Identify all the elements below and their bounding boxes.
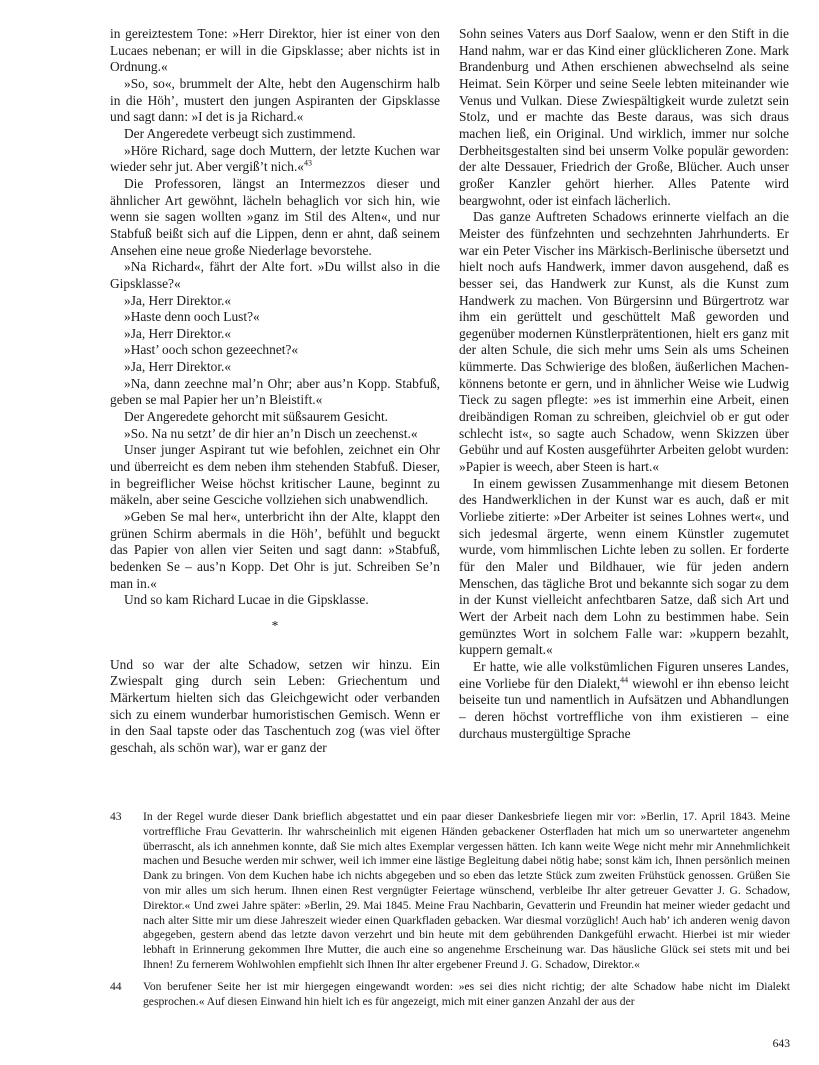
footnote-ref-43[interactable]: 43 [304,158,312,168]
paragraph: »Ja, Herr Direktor.« [124,325,232,341]
paragraph: Und so war der alte Schadow, setzen wir hinzu. Ein Zwiespalt ging durch sein Leben: Griechentum und Märkertum hielten sich das Gleichgewicht oder verbanden sich zu einem wunderbar humoristischen Gemisch. Wenn er in den Saal tapste oder das Taschentuch zog (was viel öfter geschah, als schön war), war er ganz der [110,656,440,755]
paragraph [110,143,440,176]
footnote-text: Von berufener Seite her ist mir hiergegen eingewandt worden: »es sei dies nicht richtig; der alte Schadow habe nicht im Dialekt gesprochen.« Auf diesen Einwand hin hielt ich es für angezeigt, mich mit einer ganzen Anzahl der aus der [143,979,790,1008]
paragraph: »So. Na nu setzt’ de dir hier an’n Disch un zeechenst.« [124,425,418,441]
paragraph: »Na Richard«, fährt der Alte fort. »Du willst also in die Gipsklasse?« [110,259,440,291]
right-column [459,26,789,742]
section-separator: * [271,617,279,633]
paragraph: »So, so«, brummelt der Alte, hebt den Augenschirm halb in die Höh’, mustert den jungen Aspiranten der Gipsklasse und sagt dann: »I det is ja Richard.« [110,75,440,125]
paragraph: »Ja, Herr Direktor.« [124,292,232,308]
footnote-number: 44 [110,979,122,993]
footnote-text: In der Regel wurde dieser Dank brieflich abgestattet und ein paar dieser Dankesbriefe liegen mir vor: »Berlin, 17. April 1843. Meine vortreffliche Frau Gevatterin. Ihr wahrscheinlich mit eigenen Händen gebackener Osterfladen hat mich um so unerwarteter angenehm überrascht, als ich annehmen konnte, daß Sie mich altes Exemplar vergessen hätten. Ich kann weite Wege nicht mehr mir Annehmlichkeit machen und Besuche werden mir schwer, weil ich immer eine lästige Begleitung dabei nötig habe; sonst käm ich, Ihnen persönlich meinen Dank zu bringen. Von dem Kuchen habe ich nichts abgegeben und so eben das letzte Stück zum zweiten Frühstück genossen. Grüßen Sie von mir alles um sich herum. Ihnen einen Rest vergnügter Feiertage wünschend, verbleibe Ihr alter getreuer Gevatter J. G. Schadow, Direktor.« Und zwei Jahre später: »Berlin, 29. Mai 1845. Meine Frau Nachbarin, Gevatterin und Freundin hat meiner wieder gedacht und nach alter Sitte mir um diese Jahreszeit wieder einen Quarkfladen gebacken. War diesmal vorzüglich! Auch hab’ ich anderen wenig davon abgegeben, gestern abend das letzte davon verzehrt und bin heute mit dem gebührenden Dankgefühl erwacht. Hierbei ist mir wieder lebhaft in Erinnerung gekommen Ihre Mutter, die auch eine so angenehme Erscheinung war. Das häusliche Glück sei stets mit und bei Ihnen! Zu fernerem Wohlwohlen empfiehlt sich Ihnen Ihr alter ergebener Freund J. G. Schadow, Direktor.« [143,810,790,971]
paragraph: »Ja, Herr Direktor.« [124,359,232,375]
footnote [110,980,790,1010]
footnote-number: 43 [110,810,122,823]
footnote-ref-44[interactable]: 44 [620,675,629,685]
paragraph: Der Angeredete gehorcht mit süßsaurem Gesicht. [124,409,389,425]
paragraph: Und so kam Richard Lucae in die Gipsklasse. [124,592,369,608]
footnotes [110,810,790,1016]
paragraph: Das ganze Auftreten Schadows erinnerte vielfach an die Meister des fünfzehnten und sechzehnten Jahrhunderts. Er war ein Peter Vischer ins Märkisch-Berlinische übersetzt und hielt noch aufs Handwerk, immer davon ausgehend, daß es besser sei, das Handwerk zur Kunst, als die Kunst zum Handwerk zu machen. Von Bürgersinn und Bürgertrotz war ihm ein gerüttelt und geschüttelt Maß geworden und gegenüber modernen Künstlerprätentionen, hielt ers ganz mit der alten Schule, die sich mehr ums Sein als ums Scheinen kümmerte. Das Schwierige des bloßen, äußerlichen Machen-könnens betonte er gern, und in ähnlicher Weise wie Ludwig Tieck zu sagen pflegte: »es ist immerhin eine Arbeit, einen dreibändigen Roman zu schreiben, gleichviel ob er gut oder schlecht ist«, so sagte auch Schadow, wenn Skizzen über Gebühr und auf Kosten ausgeführter Arbeiten gelobt wurden: »Papier is weech, aber Steen is hart.« [459,209,789,475]
paragraph: »Na, dann zeechne mal’n Ohr; aber aus’n Kopp. Stabfuß, geben se mal Papier her un’n Bleistift.« [110,375,440,408]
paragraph: In einem gewissen Zusammenhange mit diesem Betonen des Handwerklichen in der Kunst war es auch, daß er mit Vorliebe zitierte: »Der Arbeiter ist seines Lohnes wert«, und sich jedesmal ärgerte, wenn einem Künstler zugemutet wurde, vom himmlischen Lichte leben zu sollen. Er forderte für den Maler und Bildhauer, wie für jeden andern Menschen, das tägliche Brot und bekannte sich sogar zu dem in der Kunst vielleicht anfechtbaren Satze, daß sich Art und Wert der Arbeit nach dem Lohn zu bestimmen habe. Sein gemünztes Wort in solchem Falle war: »kuppern bezahlt, kuppern gemalt.« [459,475,789,658]
paragraph: Die Professoren, längst an Intermezzos dieser und ähnlicher Art gewöhnt, lächeln behaglich vor sich hin, wie wenn sie sagen wollten »ganz im Stil des Alten«, und nur Stabfuß beißt sich auf die Lippen, denn er ahnt, daß seinem Ansehen eine neue große Niederlage bevorstehe. [110,175,440,258]
paragraph-text: wiewohl er ihn ebenso leicht beiseite tun und namentlich in Aufsätzen und Abhandlungen – deren höchst vortreffliche von ihm existieren – eine durchaus mustergültige Sprache [459,675,790,741]
paragraph: »Hast’ ooch schon gezeechnet?« [124,342,299,358]
footnote [110,810,790,973]
paragraph: in gereiztestem Tone: »Herr Direktor, hier ist einer von den Lucaes nebenan; er will in die Gipsklasse; aber nichts ist in Ordnung.« [110,26,440,75]
left-column [110,26,440,757]
paragraph-text: Er hatte, wie alle volkstümlichen Figuren unseres Landes, eine Vorliebe für den Dialekt, [459,658,789,691]
paragraph [459,659,789,742]
paragraph: Unser junger Aspirant tut wie befohlen, zeichnet ein Ohr und überreicht es dem neben ihm stehenden Stabfuß. Dieser, in begreiflicher Weise höchst kritischer Laune, beginnt zu mäkeln, aber seine Gesciche vollziehen sich unabwendlich. [110,442,440,508]
paragraph: Sohn seines Vaters aus Dorf Saalow, wenn er den Stift in die Hand nahm, war er das Kind einer glücklicheren Zone. Mark Brandenburg und Athen erschienen abwechselnd als seine Heimat. Sein Körper und seine Seele lebten miteinander wie Venus und Vulkan. Diese Zwiespältigkeit wurde zuletzt sein Stolz, und er machte das Beste daraus, was sich draus machen ließ, ein Original. Und wirklich, immer nur solche Derbheitsgestalten sind bei unserm Volke populär geworden: der alte Dessauer, Friedrich der Große, Blücher. Auch unser großer Kanzler gehört hierher. Alles Patente wird beargwohnt, oder ist einfach lächerlich. [459,26,789,208]
paragraph-text: »Höre Richard, sage doch Muttern, der letzte Kuchen war wieder sehr jut. Aber vergiß’t nich.« [110,142,440,175]
paragraph: »Geben Se mal her«, unterbricht ihn der Alte, klappt den grünen Schirm abermals in die Höh’, befühlt und beguckt das Papier von allen vier Seiten und sagt dann: »Stabfuß, bedenken Se – aus’n Kopp. Det Ohr is jut. Schreiben Se’n man in.« [110,509,440,591]
page-number: 643 [772,1037,790,1050]
paragraph: Der Angeredete verbeugt sich zustimmend. [124,125,356,141]
paragraph: »Haste denn ooch Lust?« [124,309,260,325]
